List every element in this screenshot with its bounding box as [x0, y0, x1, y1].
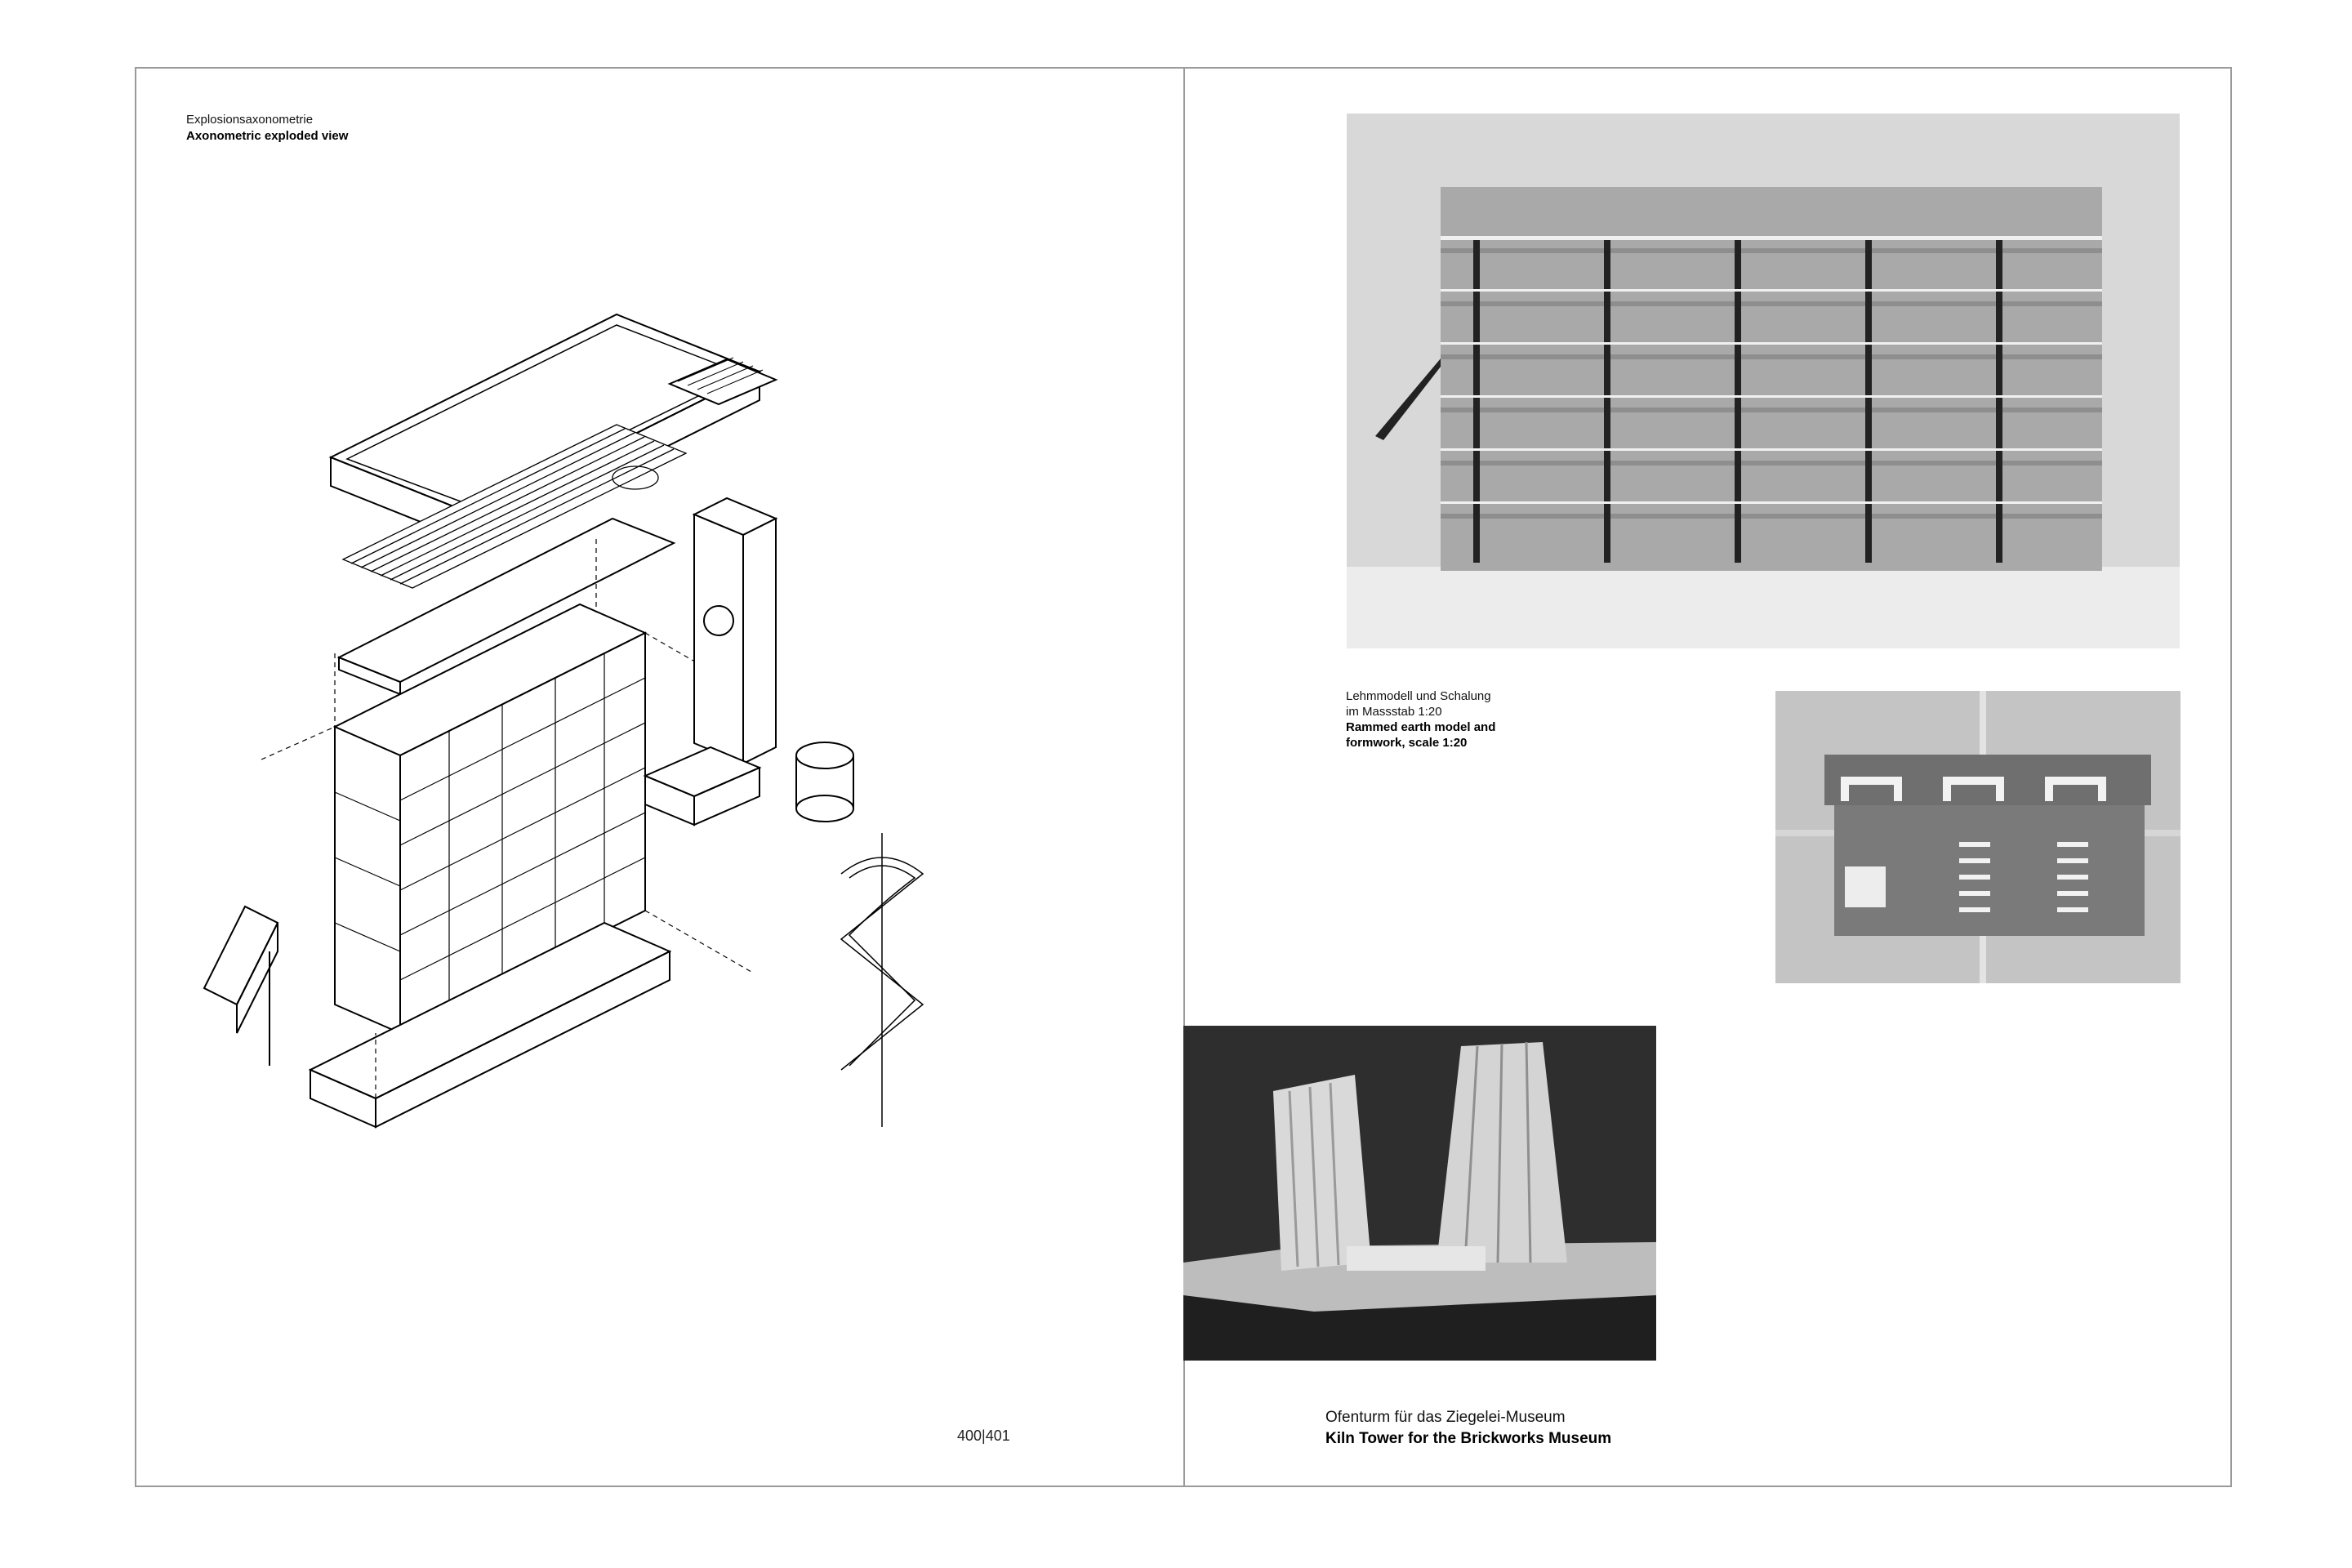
caption-de-line-2: im Massstab 1:20 — [1346, 705, 1442, 719]
spiral-stair — [841, 833, 923, 1127]
caption-de-line-1: Lehmmodell und Schalung — [1346, 689, 1491, 703]
formwork-board-photo — [1775, 691, 2180, 983]
drawing-caption-en: Axonometric exploded view — [186, 129, 349, 143]
project-title-de: Ofenturm für das Ziegelei-Museum — [1325, 1409, 1566, 1426]
tower-model-photo — [1183, 1026, 1656, 1361]
project-title-en: Kiln Tower for the Brickworks Museum — [1325, 1430, 1612, 1447]
caption-en-line-1: Rammed earth model and — [1346, 720, 1496, 734]
rammed-earth-model-photo — [1347, 114, 2180, 648]
drawing-caption-de: Explosionsaxonometrie — [186, 113, 314, 127]
caption-en-line-2: formwork, scale 1:20 — [1346, 736, 1468, 750]
exploded-axonometric-drawing — [188, 270, 1054, 1135]
model-photo-caption — [1346, 688, 1495, 751]
page-number: 400|401 — [957, 1428, 1010, 1444]
